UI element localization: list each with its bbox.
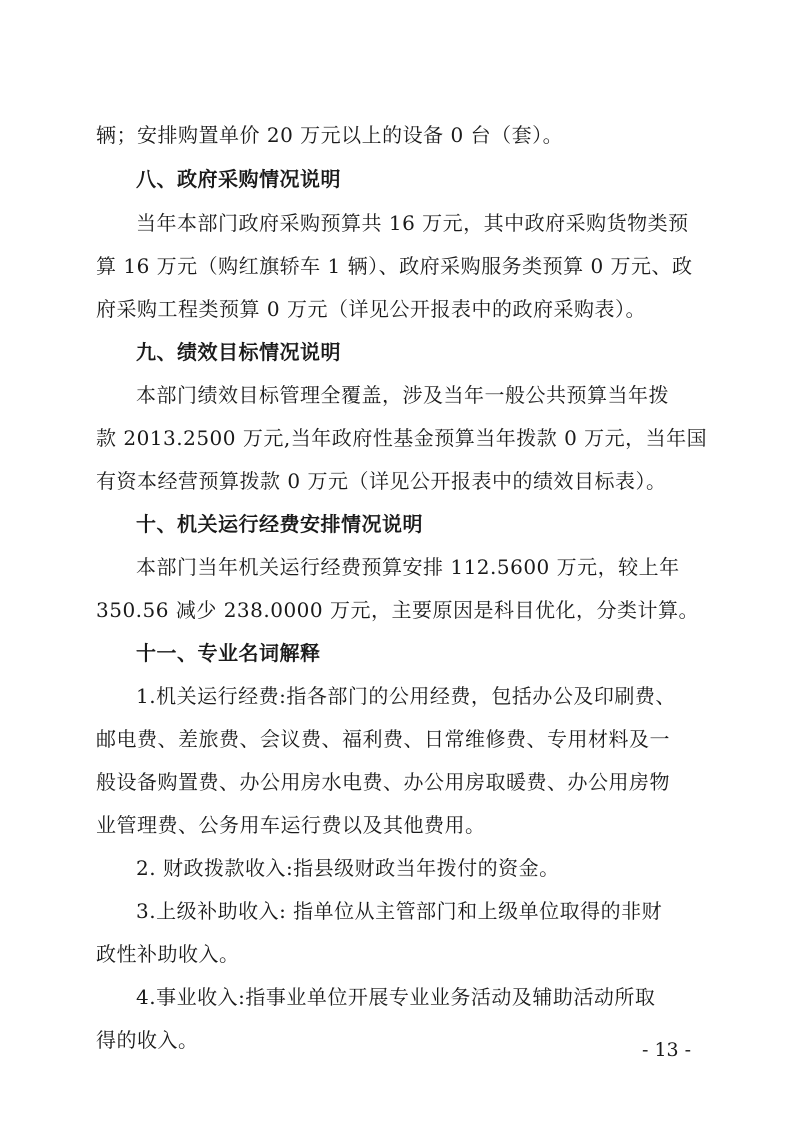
body-line: 算 16 万元（购红旗轿车 1 辆）、政府采购服务类预算 0 万元、政: [96, 254, 693, 278]
body-line: 得的收入。: [96, 1028, 199, 1052]
body-line: 350.56 减少 238.0000 万元，主要原因是科目优化，分类计算。: [96, 598, 699, 622]
body-line: 2. 财政拨款收入:指县级财政当年拨付的资金。: [136, 856, 560, 880]
body-line: 4.事业收入:指事业单位开展专业业务活动及辅助活动所取: [136, 985, 656, 1009]
body-line: 本部门当年机关运行经费预算安排 112.5600 万元，较上年: [136, 555, 680, 579]
body-line: 款 2013.2500 万元,当年政府性基金预算当年拨款 0 万元，当年国: [96, 426, 708, 450]
body-line: 般设备购置费、办公用房水电费、办公用房取暖费、办公用房物: [96, 770, 670, 794]
page-number: - 13 -: [642, 1039, 692, 1061]
section-heading-performance-goals: 九、绩效目标情况说明: [136, 340, 341, 364]
body-line: 辆；安排购置单价 20 万元以上的设备 0 台（套）。: [96, 123, 564, 147]
body-line: 政性补助收入。: [96, 942, 240, 966]
body-line: 当年本部门政府采购预算共 16 万元，其中政府采购货物类预: [136, 211, 689, 235]
body-line: 有资本经营预算拨款 0 万元（详见公开报表中的绩效目标表）。: [96, 469, 667, 493]
body-line: 1.机关运行经费:指各部门的公用经费，包括办公及印刷费、: [136, 684, 676, 708]
section-heading-operating-expenses: 十、机关运行经费安排情况说明: [136, 512, 423, 536]
body-line: 业管理费、公务用车运行费以及其他费用。: [96, 813, 486, 837]
section-heading-terminology: 十一、专业名词解释: [136, 641, 321, 665]
body-line: 3.上级补助收入: 指单位从主管部门和上级单位取得的非财: [136, 899, 663, 923]
section-heading-government-procurement: 八、政府采购情况说明: [136, 167, 341, 191]
body-line: 本部门绩效目标管理全覆盖，涉及当年一般公共预算当年拨: [136, 383, 669, 407]
body-line: 府采购工程类预算 0 万元（详见公开报表中的政府采购表）。: [96, 297, 646, 321]
body-line: 邮电费、差旅费、会议费、福利费、日常维修费、专用材料及一: [96, 727, 670, 751]
